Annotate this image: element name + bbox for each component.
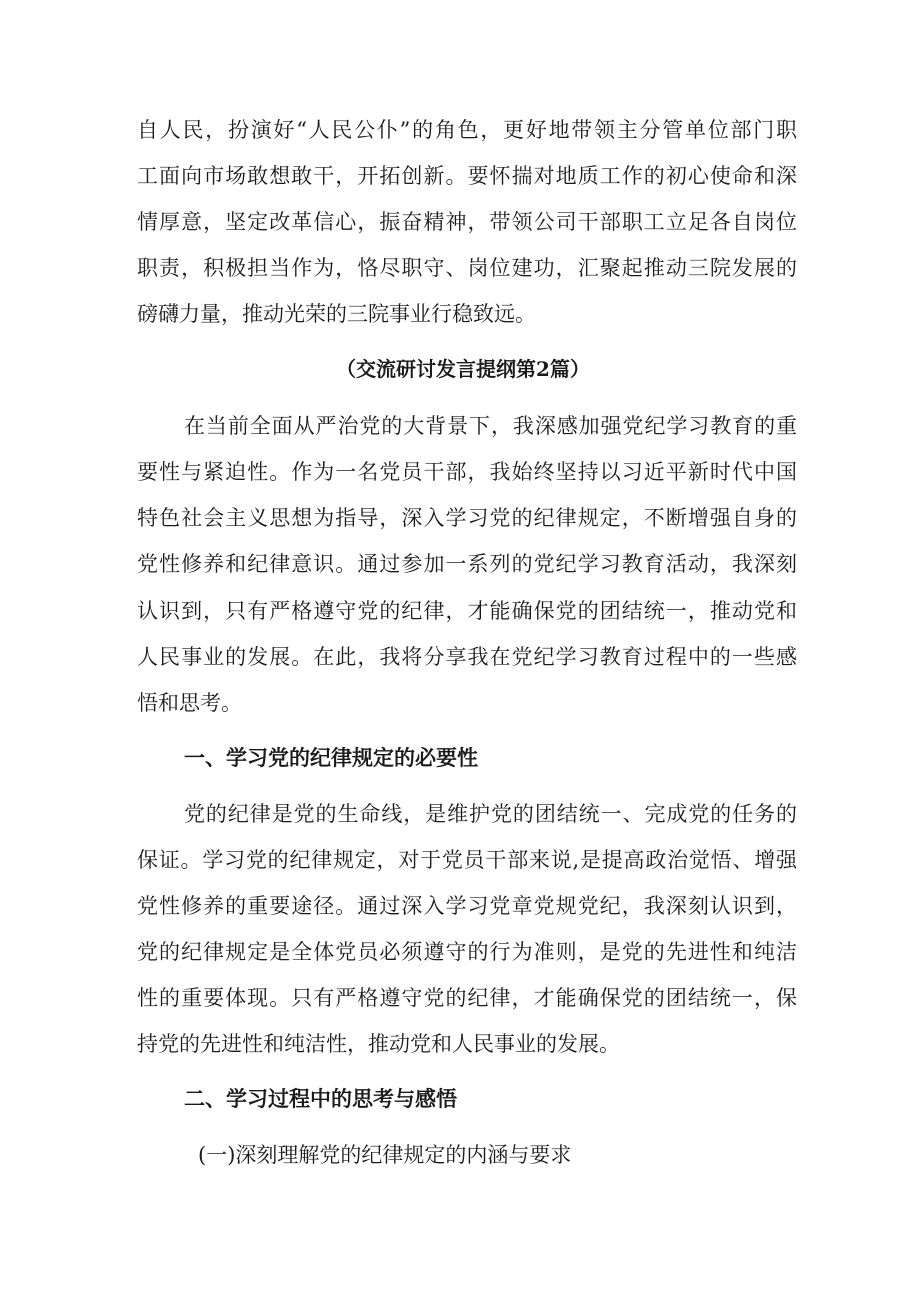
intro-paragraph-line: 人民事业的发展。在此，我将分享我在党纪学习教育过程中的一些感 bbox=[137, 645, 797, 669]
paragraph-line: 党性修养的重要途径。通过深入学习党章党规党纪，我深刻认识到， bbox=[137, 894, 797, 918]
continued-paragraph-line: 工面向市场敢想敢干，开拓创新。要怀揣对地质工作的初心使命和深 bbox=[137, 164, 797, 188]
intro-paragraph-line: 要性与紧迫性。作为一名党员干部，我始终坚持以习近平新时代中国 bbox=[137, 460, 797, 484]
paragraph-line: 持党的先进性和纯洁性，推动党和人民事业的发展。 bbox=[137, 1032, 620, 1056]
intro-paragraph-line: 认识到，只有严格遵守党的纪律，才能确保党的团结统一，推动党和 bbox=[137, 599, 797, 623]
continued-paragraph-line: 磅礴力量，推动光荣的三院事业行稳致远。 bbox=[137, 302, 536, 326]
paragraph-line: 党的纪律是党的生命线，是维护党的团结统一、完成党的任务的 bbox=[184, 802, 797, 826]
sub-heading-understanding: (一)深刻理解党的纪律规定的内涵与要求 bbox=[198, 1143, 572, 1167]
intro-paragraph-line: 党性修养和纪律意识。通过参加一系列的党纪学习教育活动，我深刻 bbox=[137, 552, 797, 576]
paragraph-line: 党的纪律规定是全体党员必须遵守的行为准则，是党的先进性和纯洁 bbox=[137, 940, 797, 964]
section-title: （交流研讨发言提纲第2篇） bbox=[336, 357, 590, 381]
heading-reflections: 二、学习过程中的思考与感悟 bbox=[184, 1086, 457, 1111]
paragraph-line: 保证。学习党的纪律规定，对于党员干部来说,是提高政治觉悟、增强 bbox=[137, 848, 797, 872]
continued-paragraph-line: 情厚意，坚定改革信心，振奋精神，带领公司干部职工立足各自岗位 bbox=[137, 210, 797, 234]
paragraph-line: 性的重要体现。只有严格遵守党的纪律，才能确保党的团结统一，保 bbox=[137, 986, 797, 1010]
intro-paragraph-line: 在当前全面从严治党的大背景下，我深感加强党纪学习教育的重 bbox=[184, 414, 797, 438]
intro-paragraph-line: 特色社会主义思想为指导，深入学习党的纪律规定，不断增强自身的 bbox=[137, 506, 797, 530]
continued-paragraph-line: 职责，积极担当作为，恪尽职守、岗位建功，汇聚起推动三院发展的 bbox=[137, 256, 797, 280]
intro-paragraph-line: 悟和思考。 bbox=[137, 691, 242, 715]
heading-necessity: 一、学习党的纪律规定的必要性 bbox=[184, 745, 478, 770]
continued-paragraph-line: 自人民，扮演好“人民公仆”的角色，更好地带领主分管单位部门职 bbox=[137, 118, 797, 142]
